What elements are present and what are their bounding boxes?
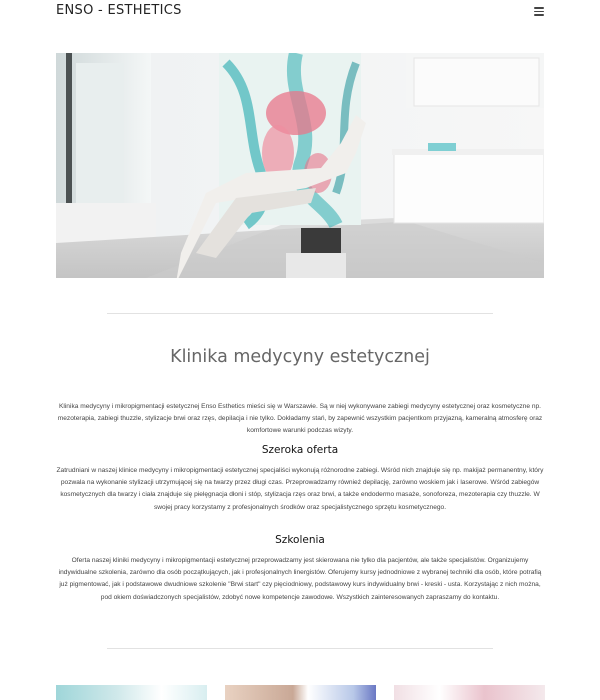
intro-paragraph: Klinika medycyny i mikropigmentacji estetycznej Enso Esthetics mieści się w Warszawie. Są w niej wykonywane zabiegi medycyny estetycznej oraz kosmetyczne np. mezoterapia, zabiegi thuzzle, stylizacje brwi oraz rzęs, depilacja i nie tylko. Dokładamy stań, by zapewnić wszystkim pacjentkom przyjazną, kameralną atmosferę oraz komfortowe warunki podczas wizyty. [57,403,543,435]
training-heading: Szkolenia [275,534,325,546]
offer-heading: Szeroka oferta [261,444,339,456]
training-paragraph: Oferta naszej kliniki medycyny i mikropigmentacji estetycznej przeprowadzamy jest skierowana nie tylko dla pacjentów, ale także specjalistów. Organizujemy indywidualne szkolenia, zarówno dla osób początkujących, jak i profesjonalnych linergistów. Oferujemy kursy jednodniowe z wybranej techniki dla osób, które potrafią już pigmentować, jak i podstawowe dwudniowe szkolenie "Brwi start" czy pięciodniowy, podstawowy kurs indywidualny brwi - kreski - usta. Korzystając z nich można, pod okiem doświadczonych specjalistów, zdobyć nowe kompetencje zawodowe. Wszystkich zainteresowanych zapraszamy do kontaktu. [58,557,542,601]
gallery-thumbnail[interactable] [56,685,207,700]
offer-paragraph: Zatrudniani w naszej klinice medycyny i mikropigmentacji estetycznej specjaliści wykonują różnorodne zabiegi. Wśród nich znajduje się np. makijaż permanentny, który pozwala na wykonanie stylizacji utrzymującej się na twarzy przez długi czas. Przeprowadzamy również depilację, zarówno woskiem jak i laserowe. Wśród zabiegów kosmetycznych dla twarzy i ciała znajduje się pielęgnacja dłoni i stóp, stylizacja rzęs oraz brwi, a także endodermo masaże, sonoforeza, mezoterapia czy thuzzle. W swojej pracy korzystamy z profesjonalnych środków oraz specjalistycznego sprzętu kosmetycznego. [56,467,544,511]
gallery-thumbnail[interactable] [225,685,376,700]
gallery-thumbnail[interactable] [394,685,545,700]
divider [107,648,493,649]
hamburger-menu-icon[interactable] [534,7,544,16]
page-title: Klinika medycyny estetycznej [170,347,430,367]
site-header [56,0,544,26]
divider [107,313,493,314]
site-logo[interactable]: ENSO - ESTHETICS [56,3,182,18]
hero-image [56,53,544,278]
